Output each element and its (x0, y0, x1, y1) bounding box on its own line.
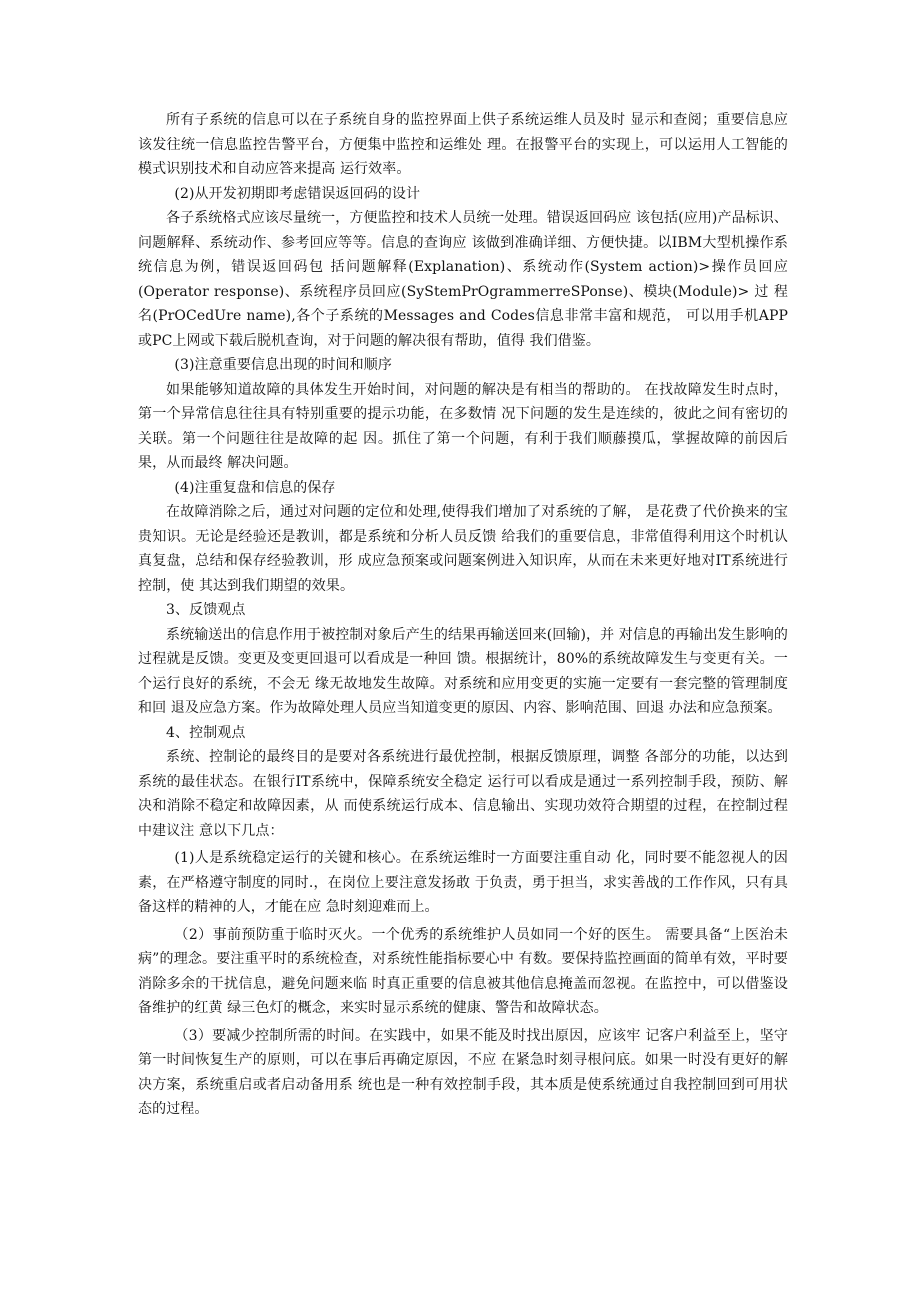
paragraph-time-and-order: 如果能够知道故障的具体发生开始时间，对问题的解决是有相当的帮助的。 在找故障发生时点时，第一个异常信息往往具有特别重要的提示功能，在多数情 况下问题的发生是连续的，彼此之间有密切的关联。第一个问题往往是故障的起 因。抓住了第一个问题，有利于我们顺藤摸瓜，掌握故障的前因后果，从而最终 解决问题。 (138, 381, 788, 471)
paragraph-point-1: (1)人是系统稳定运行的关键和核心。在系统运维时一方面要注重自动 化，同时要不能忽视人的因素，在严格遵守制度的同时.，在岗位上要注意发扬敢 于负责，勇于担当，求实善战的工作作风，只有具备这样的精神的人，才能在应 急时刻迎难而上。 (138, 850, 788, 915)
paragraph-feedback-view: 系统输送出的信息作用于被控制对象后产生的结果再输送回来(回输)，并 对信息的再输出发生影响的过程就是反馈。变更及变更回退可以看成是一种回 馈。根据统计，80%的系统故障发生与变更有关。一个运行良好的系统，不会无 缘无故地发生故障。对系统和应用变更的实施一定要有一套完整的管理制度和回 退及应急方案。作为故障处理人员应当知道变更的原因、内容、影响范围、回退 办法和应急预案。 (138, 626, 788, 716)
document-body (138, 108, 788, 1122)
heading-control-view: 4、控制观点 (166, 724, 246, 741)
paragraph-point-3: （3）要减少控制所需的时间。在实践中，如果不能及时找出原因，应该牢 记客户利益至上，坚守第一时间恢复生产的原则，可以在事后再确定原因，不应 在紧急时刻寻根问底。如果一时没有更好的解决方案，系统重启或者启动备用系 统也是一种有效控制手段，其本质是使系统通过自我控制回到可用状态的过程。 (138, 1027, 788, 1117)
paragraph-point-2: （2）事前预防重于临时灭火。一个优秀的系统维护人员如同一个好的医生。 需要具备“上医治未病”的理念。要注重平时的系统检查，对系统性能指标要心中 有数。要保持监控画面的简单有效，平时要消除多余的干扰信息，避免问题来临 时真正重要的信息被其他信息掩盖而忽视。在监控中，可以借鉴设备维护的红黄 绿三色灯的概念，来实时显示系统的健康、警告和故障状态。 (138, 926, 788, 1016)
paragraph-error-return-code: 各子系统格式应该尽量统一，方便监控和技术人员统一处理。错误返回码应 该包括(应用)产品标识、问题解释、系统动作、参考回应等等。信息的查询应 该做到准确详细、方便快捷。以IBM大型机操作系统信息为例，错误返回码包 括问题解释(Explanation)、系统动作(System action)>操作员回应(Operator response)、系统程序员回应(SyStemPrOgrammerreSPonse)、模块(Module)> 过 程名(PrOCedUre name),各个子系统的Messages and Codes信息非常丰富和规范， 可以用手机APP或PC上网或下载后脱机查询，对于问题的解决很有帮助，值得 我们借鉴。 (138, 210, 788, 349)
heading-review-and-save: (4)注重复盘和信息的保存 (174, 479, 336, 496)
paragraph-monitoring-platform: 所有子系统的信息可以在子系统自身的监控界面上供子系统运维人员及时 显示和查阅；重要信息应该发往统一信息监控告警平台，方便集中监控和运维处 理。在报警平台的实现上，可以运用人工智能的模式识别技术和自动应答来提高 运行效率。 (138, 112, 788, 177)
paragraph-review-and-save: 在故障消除之后，通过对问题的定位和处理,使得我们增加了对系统的了解， 是花费了代价换来的宝贵知识。无论是经验还是教训，都是系统和分析人员反馈 给我们的重要信息，非常值得利用这个时机认真复盘，总结和保存经验教训，形 成应急预案或问题案例进入知识库，从而在未来更好地对IT系统进行控制，使 其达到我们期望的效果。 (138, 504, 788, 594)
paragraph-control-view: 系统、控制论的最终目的是要对各系统进行最优控制，根据反馈原理，调整 各部分的功能，以达到系统的最佳状态。在银行IT系统中，保障系统安全稳定 运行可以看成是通过一系列控制手段，预防、解决和消除不稳定和故障因素，从 而使系统运行成本、信息输出、实现功效符合期望的过程，在控制过程中建议注 意以下几点： (138, 749, 788, 839)
heading-time-and-order: (3)注意重要信息出现的时间和顺序 (174, 357, 392, 373)
heading-feedback-view: 3、反馈观点 (166, 602, 246, 618)
heading-error-return-code: (2)从开发初期即考虑错误返回码的设计 (174, 185, 421, 202)
